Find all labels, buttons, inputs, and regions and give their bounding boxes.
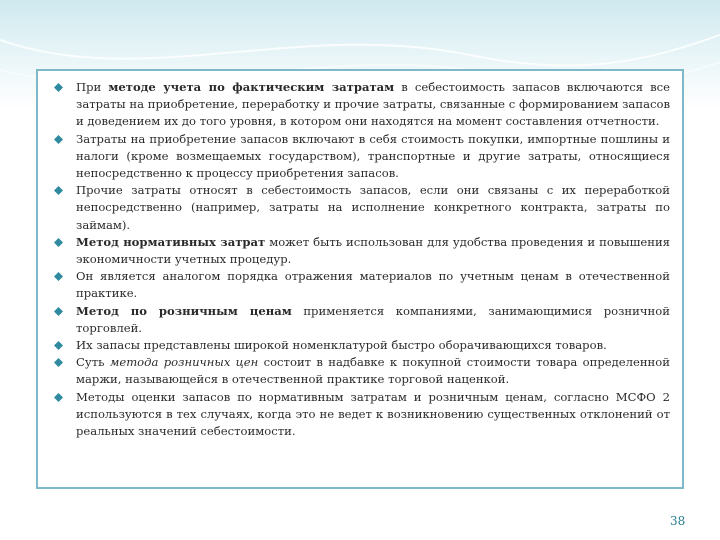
teal-diamond-icon [54, 307, 63, 316]
list-item [48, 268, 670, 302]
teal-diamond-icon [54, 238, 63, 247]
item-text: Методы оценки запасов по нормативным затратам и розничным ценам, согласно МСФО 2 используются в тех случаях, когда это не ведет к возникновению существенных отклонений от реальных значений себестоимости. [76, 389, 670, 439]
teal-diamond-icon [54, 272, 63, 281]
item-text: Прочие затраты относят в себестоимость запасов, если они связаны с их переработкой непосредственно (например, затраты на исполнение конкретного контракта, затраты по займам). [76, 183, 670, 232]
list-item [48, 389, 670, 441]
item-text: в себестоимость запасов включаются все затраты на приобретение, переработку и прочие затраты, связанные с формированием запасов и доведением их до того уровня, в котором они находятся на момент составления отчетности. [76, 80, 670, 129]
teal-diamond-icon [54, 135, 63, 144]
teal-diamond-icon [54, 186, 63, 195]
list-item [48, 131, 670, 183]
item-text: При [76, 80, 109, 94]
item-emphasis: Метод нормативных затрат [76, 234, 266, 249]
item-emphasis: Метод по розничным ценам [76, 303, 292, 318]
teal-diamond-icon [54, 83, 63, 92]
teal-diamond-icon [54, 358, 63, 367]
list-item [48, 79, 670, 131]
list-item [48, 337, 670, 354]
list-item [48, 182, 670, 234]
item-emphasis: метода розничных цен [109, 355, 259, 370]
list-item [48, 354, 670, 388]
item-text: Затраты на приобретение запасов включают в себя стоимость покупки, импортные пошлины и налоги (кроме возмещаемых государством), транспортные и другие затраты, относящиеся непосредственно к процессу приобретения запасов. [76, 131, 670, 181]
list-item [48, 234, 670, 268]
item-text: Их запасы представлены широкой номенклатурой быстро оборачивающихся товаров. [76, 338, 607, 353]
page-number: 38 [670, 514, 686, 528]
item-text: Суть [76, 355, 110, 370]
item-text: применяется компаниями, занимающимися розничной торговлей. [76, 303, 670, 335]
content-frame [36, 69, 684, 489]
teal-diamond-icon [54, 393, 63, 402]
item-text: Он является аналогом порядка отражения материалов по учетным ценам в отечественной практике. [76, 269, 670, 301]
list-item [48, 303, 670, 337]
teal-diamond-icon [54, 341, 63, 350]
item-text: состоит в надбавке к покупной стоимости товара определенной маржи, называющейся в отечественной практике торговой наценкой. [76, 355, 670, 387]
bullet-list [48, 79, 670, 440]
item-text: может быть использован для удобства проведения и повышения экономичности учетных процедур. [76, 234, 670, 267]
item-emphasis: методе учета по фактическим затратам [108, 80, 395, 94]
